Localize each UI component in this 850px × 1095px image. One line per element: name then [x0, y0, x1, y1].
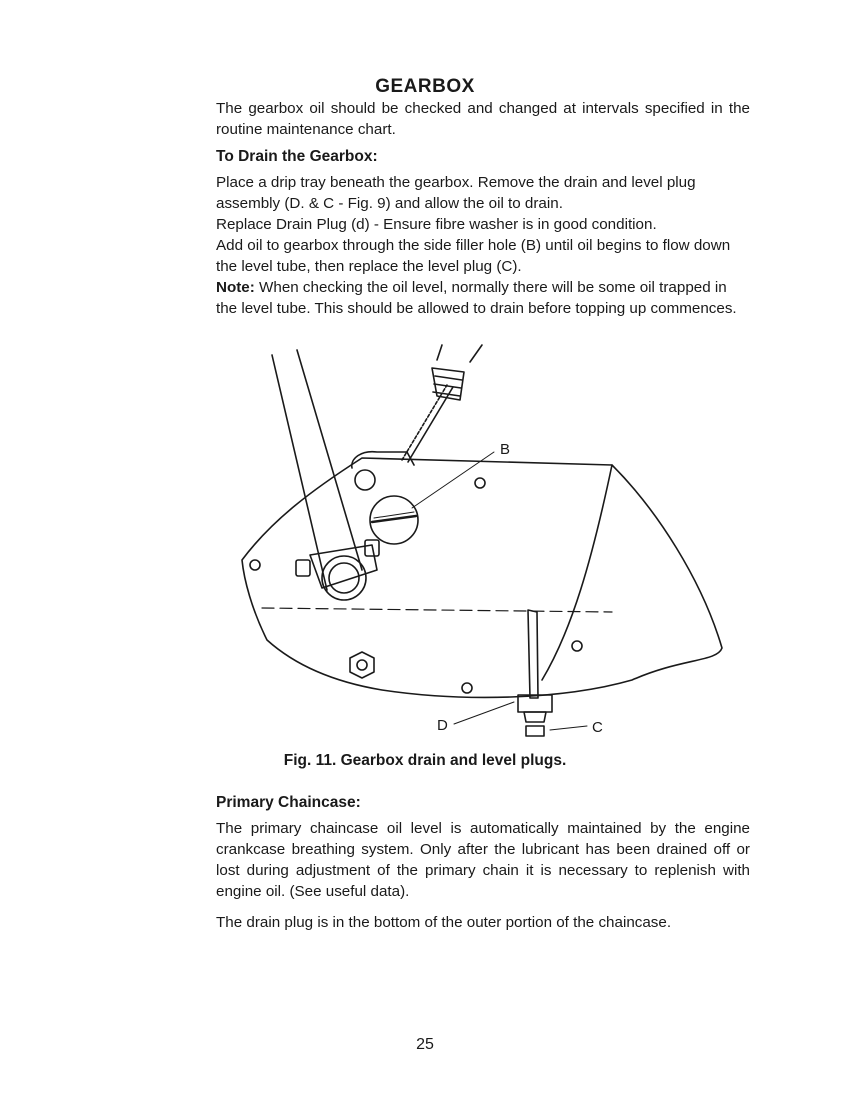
label-c: C [592, 719, 603, 736]
primary-paragraph-1: The primary chaincase oil level is automatically maintained by the engine crankcase breathing system. Only after the lubricant has been drained off or lost during adjustment of the primary chain it is necessary to replenish with engine oil. (See useful data). [216, 820, 750, 900]
figure-caption: Fig. 11. Gearbox drain and level plugs. [283, 752, 567, 769]
primary-paragraph-2: The drain plug is in the bottom of the outer portion of the chaincase. [216, 914, 672, 931]
gearbox-casing-outline [242, 458, 722, 697]
gearbox-diagram [232, 340, 732, 740]
label-d: D [437, 717, 448, 734]
hex-bolt [350, 652, 374, 678]
pointer-c [550, 726, 587, 730]
page-title: GEARBOX [375, 76, 475, 97]
page-number: 25 [416, 1036, 434, 1053]
oil-level-line [262, 608, 612, 612]
drain-heading: To Drain the Gearbox: [216, 148, 378, 165]
intro-paragraph: The gearbox oil should be checked and changed at intervals specified in the routine maintenance chart. [216, 100, 750, 138]
pointer-d [454, 702, 514, 724]
screw-4 [462, 683, 472, 693]
drain-paragraph-2: Replace Drain Plug (d) - Ensure fibre washer is in good condition. [216, 216, 657, 233]
drain-paragraph-3: Add oil to gearbox through the side filler hole (B) until oil begins to flow down the level tube, then replace the level plug (C). [216, 237, 731, 275]
upper-bolt [355, 470, 375, 490]
level-plug-c [526, 726, 544, 736]
screw-1 [475, 478, 485, 488]
screw-3 [572, 641, 582, 651]
level-tube [528, 610, 538, 698]
drain-paragraph-1: Place a drip tray beneath the gearbox. Remove the drain and level plug assembly (D. & C - Fig. 9) and allow the oil to drain. [216, 174, 696, 212]
note-paragraph [216, 277, 750, 319]
collar-nut-left [296, 560, 310, 576]
casing-inner-edge [542, 465, 612, 680]
label-b: B [500, 441, 511, 458]
note-label: Note: [216, 279, 255, 296]
note-text: When checking the oil level, normally there will be some oil trapped in the level tube. This should be allowed to drain before topping up commences. [216, 279, 737, 317]
primary-chaincase-heading: Primary Chaincase: [216, 794, 361, 811]
screw-2 [250, 560, 260, 570]
tube-collar [310, 545, 377, 588]
